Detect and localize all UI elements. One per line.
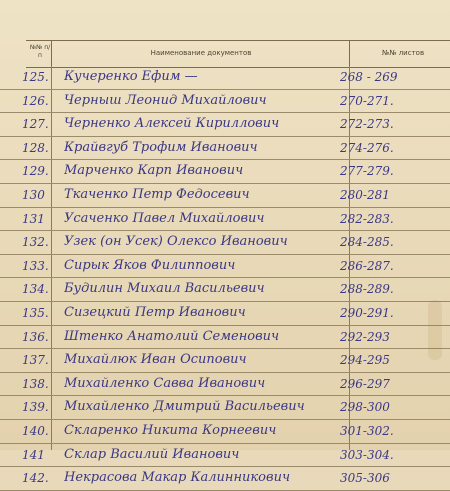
- table-row: [0, 373, 450, 397]
- inventory-table: [22, 40, 450, 486]
- table-row: [0, 349, 450, 373]
- row-name: Черныш Леонид Михайлович: [64, 92, 267, 108]
- paper-stain: [428, 300, 442, 360]
- row-pages: 294-295: [340, 353, 390, 368]
- row-number: 135.: [22, 305, 49, 320]
- row-number: 140.: [22, 423, 49, 438]
- row-pages: 301-302.: [340, 423, 394, 438]
- row-number: 137.: [22, 353, 49, 368]
- row-pages: 298-300: [340, 400, 390, 415]
- row-pages: 288-289.: [340, 282, 394, 297]
- row-name: Черненко Алексей Кириллович: [64, 116, 280, 132]
- table-row: [0, 326, 450, 350]
- row-name: Ткаченко Петр Федосевич: [64, 186, 250, 202]
- row-pages: 277-279.: [340, 164, 394, 179]
- row-pages: 274-276.: [340, 140, 394, 155]
- row-number: 130: [22, 187, 45, 202]
- row-name: Крайвгуб Трофим Иванович: [64, 139, 258, 155]
- row-name: Марченко Карп Иванович: [64, 163, 244, 179]
- row-pages: 272-273.: [340, 117, 394, 132]
- row-name: Сизецкий Петр Иванович: [64, 304, 246, 320]
- row-pages: 268 - 269: [340, 70, 398, 84]
- row-number: 132.: [22, 235, 49, 250]
- row-number: 136.: [22, 329, 49, 344]
- row-pages: 282-283.: [340, 211, 394, 226]
- table-row: [0, 444, 450, 468]
- table-row: [0, 278, 450, 302]
- table-row: [0, 396, 450, 420]
- row-name: Будилин Михаил Васильевич: [64, 281, 265, 297]
- row-number: 133.: [22, 258, 49, 273]
- row-name: Склар Василий Иванович: [64, 446, 240, 462]
- row-pages: 284-285.: [340, 235, 394, 250]
- table-row: [0, 184, 450, 208]
- row-pages: 303-304.: [340, 447, 394, 462]
- row-name: Михайленко Дмитрий Васильевич: [64, 399, 305, 415]
- row-number: 129.: [22, 164, 49, 179]
- header-divider: [349, 41, 350, 67]
- row-pages: 290-291.: [340, 305, 394, 320]
- row-number: 141: [22, 447, 45, 462]
- row-pages: 286-287.: [340, 258, 394, 273]
- row-number: 142.: [22, 471, 49, 486]
- row-number: 127.: [22, 117, 49, 132]
- table-row: [0, 420, 450, 444]
- table-row: [0, 208, 450, 232]
- header-sheets: №№ листов: [381, 49, 425, 57]
- header-number: №№ п/п: [29, 44, 51, 59]
- row-number: 139.: [22, 400, 49, 415]
- table-row: [0, 302, 450, 326]
- table-row: [0, 255, 450, 279]
- row-name: Кучеренко Ефим —: [64, 69, 198, 84]
- row-name: Сирык Яков Филиппович: [64, 257, 236, 273]
- row-name: Узек (он Усек) Олексо Иванович: [64, 234, 288, 250]
- row-name: Усаченко Павел Михайлович: [64, 210, 265, 226]
- row-pages: 296-297: [340, 376, 390, 391]
- table-header: [26, 40, 450, 68]
- row-pages: 305-306: [340, 471, 390, 486]
- row-number: 128.: [22, 140, 49, 155]
- row-pages: 280-281: [340, 187, 390, 202]
- row-name: Скларенко Никита Корнеевич: [64, 422, 277, 438]
- row-name: Михайлюк Иван Осипович: [64, 352, 247, 368]
- row-name: Штенко Анатолий Семенович: [64, 328, 280, 344]
- table-row: [0, 66, 450, 90]
- row-number: 138.: [22, 376, 49, 391]
- row-number: 134.: [22, 282, 49, 297]
- row-name: Михайленко Савва Иванович: [64, 375, 266, 391]
- row-name: Некрасова Макар Калинникович: [64, 470, 291, 486]
- table-row: [0, 231, 450, 255]
- row-pages: 270-271.: [340, 93, 394, 108]
- row-pages: 292-293: [340, 329, 390, 344]
- table-row: [0, 467, 450, 491]
- table-row: [0, 137, 450, 161]
- row-number: 126.: [22, 93, 49, 108]
- table-row: [0, 160, 450, 184]
- table-body: [0, 66, 450, 491]
- row-number: 125.: [22, 70, 49, 84]
- header-document-name: Наименование документов: [150, 49, 252, 57]
- table-row: [0, 113, 450, 137]
- table-row: [0, 90, 450, 114]
- row-number: 131: [22, 211, 45, 226]
